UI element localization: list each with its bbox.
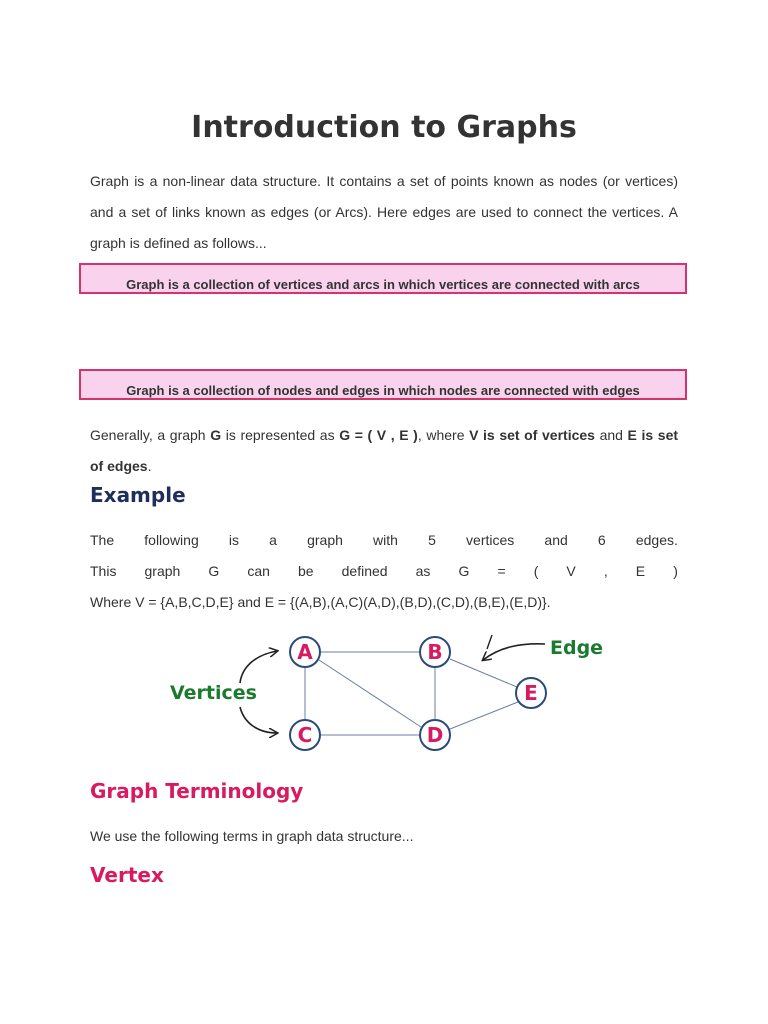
word: = bbox=[497, 563, 506, 579]
representation-paragraph bbox=[90, 420, 678, 482]
edge-arrow-tick-icon bbox=[487, 635, 492, 649]
example-line-1 bbox=[90, 525, 678, 556]
word: E bbox=[635, 563, 646, 579]
word: as bbox=[415, 563, 431, 579]
word: 5 bbox=[428, 532, 436, 548]
rep-text-3: , where bbox=[417, 427, 470, 443]
vertices-label: Vertices bbox=[170, 682, 257, 704]
word: edges. bbox=[635, 532, 678, 548]
node-c-label: C bbox=[297, 723, 313, 747]
rep-text-1: Generally, a graph bbox=[90, 427, 211, 443]
definition-callout-2: Graph is a collection of nodes and edges in which nodes are connected with edges bbox=[79, 369, 687, 400]
edge-arrow-icon bbox=[483, 644, 545, 660]
word: graph bbox=[307, 532, 343, 548]
edge-label: Edge bbox=[550, 637, 604, 659]
example-heading: Example bbox=[90, 483, 186, 507]
word: vertices bbox=[466, 532, 515, 548]
rep-text-2: is represented as bbox=[221, 427, 340, 443]
example-line-3: Where V = {A,B,C,D,E} and E = {(A,B),(A,C)(A,D),(B,D),(C,D),(B,E),(E,D)}. bbox=[90, 594, 551, 610]
terminology-paragraph: We use the following terms in graph data structure... bbox=[90, 828, 414, 844]
rep-edges: E is set of edges bbox=[90, 427, 679, 474]
word: can bbox=[247, 563, 270, 579]
node-b-label: B bbox=[427, 640, 443, 664]
terminology-heading: Graph Terminology bbox=[90, 779, 304, 803]
word: The bbox=[90, 532, 115, 548]
word: and bbox=[544, 532, 568, 548]
node-a bbox=[290, 637, 320, 667]
word: graph bbox=[144, 563, 181, 579]
edge-b-e bbox=[450, 659, 517, 687]
word: be bbox=[297, 563, 314, 579]
example-line-2 bbox=[90, 556, 678, 587]
definition-callout-1: Graph is a collection of vertices and arcs in which vertices are connected with arcs bbox=[79, 263, 687, 294]
edge-e-d bbox=[450, 702, 518, 729]
rep-text-5: . bbox=[147, 458, 152, 474]
intro-paragraph: Graph is a non-linear data structure. It contains a set of points known as nodes (or vertices) and a set of links known as edges (or Arcs). Here edges are used to connect the vertices. A graph is defined as follows... bbox=[90, 173, 678, 251]
word: is bbox=[228, 532, 240, 548]
node-a-label: A bbox=[297, 640, 313, 664]
word: defined bbox=[341, 563, 388, 579]
rep-formula: G = ( V , E ) bbox=[339, 427, 418, 443]
word: G bbox=[458, 563, 470, 579]
vertex-heading: Vertex bbox=[90, 863, 164, 887]
node-b bbox=[420, 637, 450, 667]
vertex-arrow-up-icon bbox=[240, 651, 277, 683]
word: with bbox=[373, 532, 398, 548]
word: V bbox=[566, 563, 576, 579]
word: This bbox=[90, 563, 117, 579]
node-d bbox=[420, 720, 450, 750]
graph-edges bbox=[305, 652, 518, 735]
edge-a-d bbox=[319, 660, 421, 727]
graph-diagram bbox=[160, 625, 620, 765]
node-d-label: D bbox=[426, 723, 444, 747]
word: ) bbox=[673, 563, 678, 579]
page-title: Introduction to Graphs bbox=[191, 110, 577, 145]
node-e-label: E bbox=[524, 681, 538, 705]
word: G bbox=[208, 563, 220, 579]
rep-text-4: and bbox=[594, 427, 628, 443]
rep-vertices: V is set of vertices bbox=[469, 427, 595, 443]
node-c bbox=[290, 720, 320, 750]
node-e bbox=[516, 678, 546, 708]
word: following bbox=[144, 532, 199, 548]
word: , bbox=[603, 563, 608, 579]
word: 6 bbox=[597, 532, 606, 548]
vertex-arrow-down-icon bbox=[240, 707, 277, 733]
word: ( bbox=[533, 563, 539, 579]
word: a bbox=[269, 532, 277, 548]
rep-g: G bbox=[210, 427, 222, 443]
